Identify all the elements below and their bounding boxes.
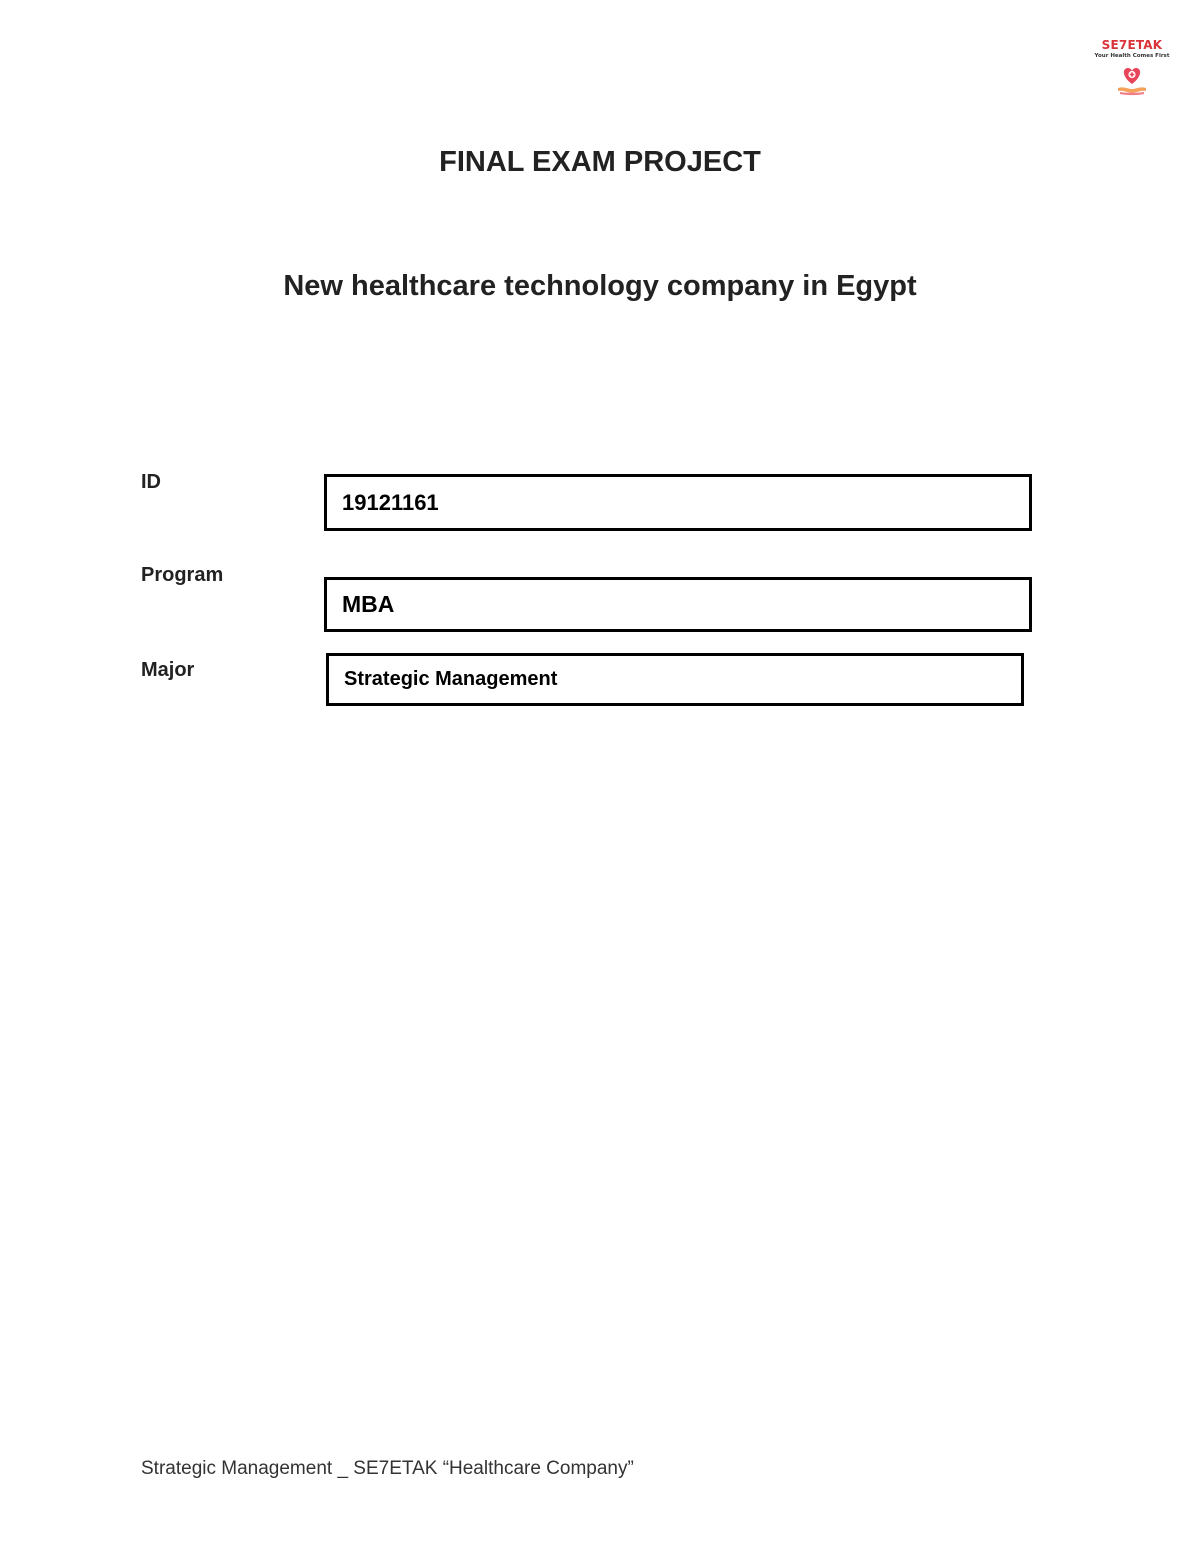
major-label: Major <box>141 659 195 681</box>
page-title: FINAL EXAM PROJECT <box>439 146 761 178</box>
id-value-box <box>324 474 1032 531</box>
logo-tagline: Your Health Comes First <box>1094 53 1170 59</box>
project-subtitle: New healthcare technology company in Egypt <box>283 270 917 302</box>
heart-hand-icon <box>1114 62 1150 98</box>
id-label: ID <box>141 471 161 493</box>
program-value: MBA <box>342 591 395 617</box>
company-logo <box>1092 38 1172 104</box>
major-value-box <box>326 653 1024 706</box>
page-footer: Strategic Management _ SE7ETAK “Healthcare Company” <box>141 1458 634 1479</box>
program-value-box <box>324 577 1032 632</box>
program-label: Program <box>141 564 224 586</box>
major-value: Strategic Management <box>344 668 558 690</box>
id-value: 19121161 <box>342 489 439 515</box>
logo-name: SE7ETAK <box>1101 38 1163 52</box>
